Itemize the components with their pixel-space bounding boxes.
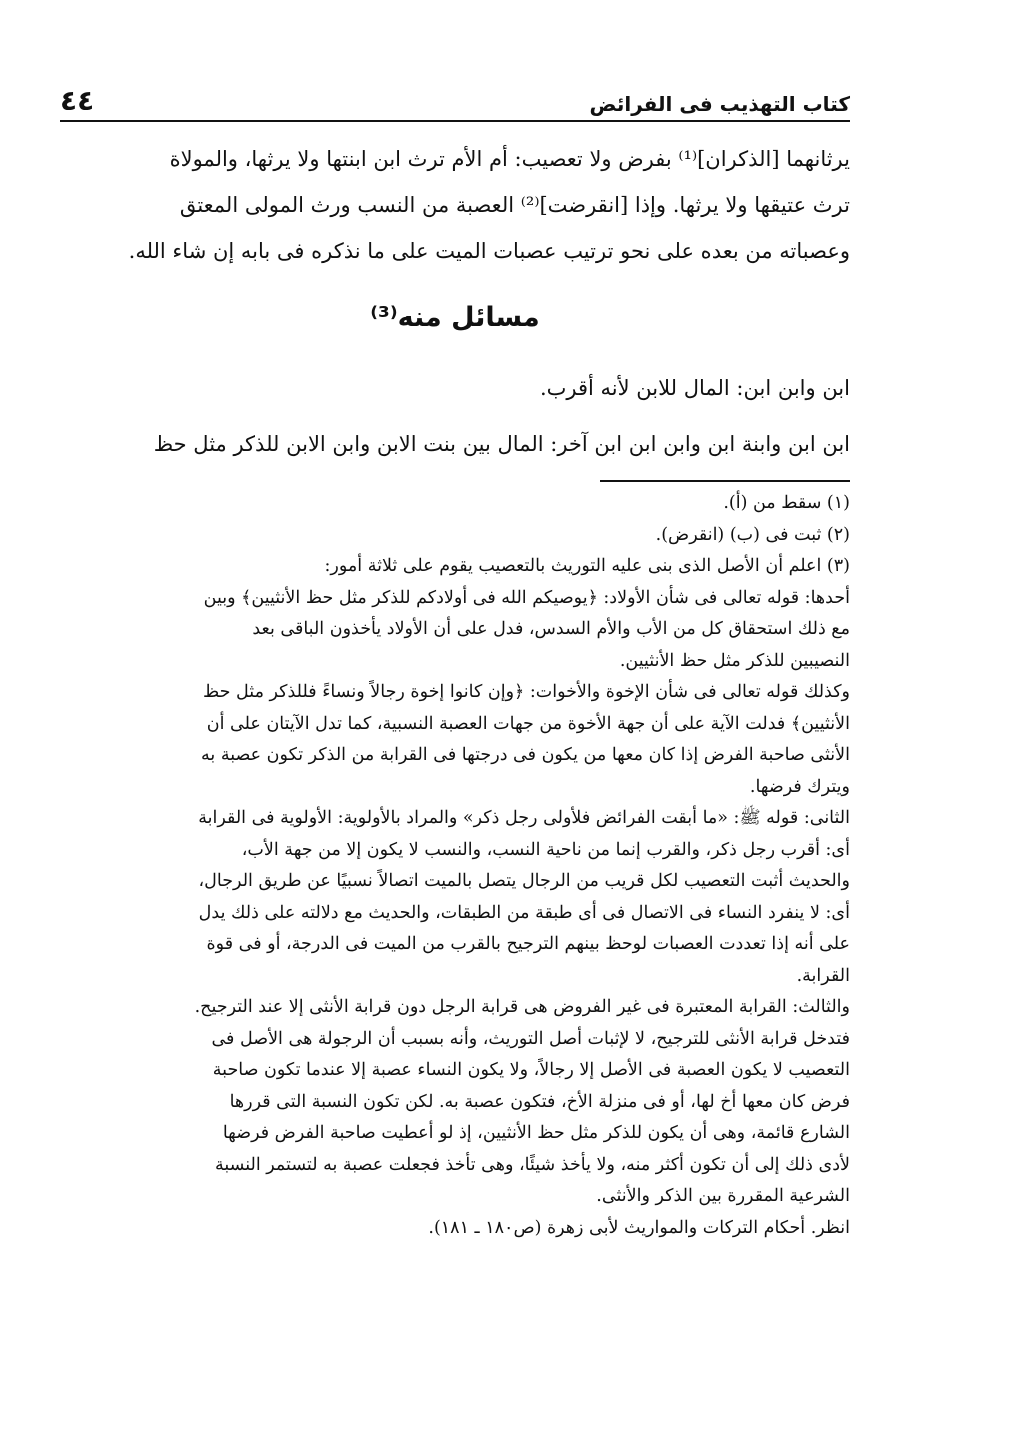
- footnote-line: وكذلك قوله تعالى فى شأن الإخوة والأخوات: ﴿وإن كانوا إخوة رجالاً ونساءً فللذكر مثل حظ: [203, 682, 850, 702]
- footnote-3-intro: (٣) اعلم أن الأصل الذى بنى عليه التوريث بالتعصيب يقوم على ثلاثة أمور:: [324, 556, 850, 576]
- footnote-line: أى: لا ينفرد النساء فى الاتصال فى أى طبقة من الطبقات، والحديث مع دلالته على ذلك يدل: [198, 902, 850, 923]
- footnote-2: (٢) ثبت فى (ب) (انقرض).: [655, 524, 850, 545]
- footnote-reference: انظر. أحكام التركات والمواريث لأبى زهرة (ص١٨٠ ـ ١٨١).: [428, 1217, 850, 1238]
- footnote-line: لأدى ذلك إلى أن تكون أكثر منه، ولا يأخذ شيئًا، وهى تأخذ فجعلت عصبة به لتستمر النسبة: [214, 1154, 850, 1175]
- main-line: وعصباته من بعده على نحو ترتيب عصبات الميت على ما نذكره فى بابه إن شاء الله.: [128, 239, 850, 263]
- footnote-line: على أنه إذا تعددت العصبات لوحظ بينهم الترجيح بالقرب من الميت فى الدرجة، أو فى قوة: [206, 934, 850, 954]
- footnote-line: الشارع قائمة، وهى أن يكون للذكر مثل حظ الأنثيين، إذ لو أعطيت صاحبة الفرض فرضها: [222, 1123, 850, 1143]
- footnote-3-first-point: [60, 583, 850, 678]
- problem-line: ابن وابن ابن: المال للابن لأنه أقرب.: [539, 376, 850, 400]
- footnote-separator: [600, 480, 850, 482]
- main-line: يرثانهما [الذكران]⁽¹⁾ بفرض ولا تعصيب: أم الأم ترث ابن ابنتها ولا يرثها، والمولاة: [169, 147, 850, 171]
- footnote-line: التعصيب لا يكون العصبة فى الأصل إلا رجالاً، ولا يكون النساء عصبة إلا عندما تكون صاحبة: [212, 1060, 850, 1080]
- footnote-3-third-point: [60, 992, 850, 1213]
- problem-line: ابن ابن وابنة ابن وابن ابن ابن آخر: المال بين بنت الابن وابن الابن للذكر مثل حظ: [153, 432, 850, 456]
- footnote-3-siblings-point: [60, 677, 850, 803]
- footnote-line: النصيبين للذكر مثل حظ الأنثيين.: [619, 650, 850, 671]
- footnote-line: أحدها: قوله تعالى فى شأن الأولاد: ﴿يوصيكم الله فى أولادكم للذكر مثل حظ الأنثيين﴾ وبين: [203, 587, 850, 608]
- footnote-line: الأنثى صاحبة الفرض إذا كان معها من يكون فى درجتها فى القرابة من الذكر تكون عصبة به: [201, 745, 850, 765]
- footnotes: [60, 488, 850, 1244]
- problems-list: [60, 360, 850, 472]
- footnote-1: (١) سقط من (أ).: [723, 493, 850, 513]
- footnote-line: والثالث: القرابة المعتبرة فى غير الفروض هى قرابة الرجل دون قرابة الأنثى إلا عند الترجيح.: [194, 997, 850, 1017]
- footnote-line: أى: أقرب رجل ذكر، والقرب إنما من ناحية النسب، والنسب لا يكون إلا من جهة الأب،: [241, 839, 850, 860]
- footnote-line: ويترك فرضها.: [749, 776, 850, 797]
- footnote-line: والحديث أثبت التعصيب لكل قريب من الرجال يتصل بالميت اتصالاً نسبيًا عن طريق الرجال،: [198, 871, 850, 891]
- footnote-line: مع ذلك استحقاق كل من الأب والأم السدس، فدل على أن الأولاد يأخذون الباقى بعد: [252, 619, 850, 639]
- page-header: [60, 80, 850, 122]
- footnote-line: فتدخل قرابة الأنثى للترجيح، لا لإثبات أصل التوريث، وأنه بسبب أن الرجولة هى الأصل فى: [211, 1028, 850, 1049]
- footnote-line: القرابة.: [796, 965, 850, 986]
- section-heading: مسائل منه⁽³⁾: [370, 302, 540, 333]
- book-page: [60, 80, 850, 1244]
- footnote-line: فرض كان معها أخ لها، أو فى منزلة الأخ، فتكون عصبة به. لكن تكون النسبة التى قررها: [229, 1091, 850, 1112]
- footnote-line: الأنثيين﴾ فدلت الآية على أن جهة الأخوة من جهات العصبة النسبية، كما تدل الآيتان على أن: [206, 713, 850, 734]
- footnote-line: الشرعية المقررة بين الذكر والأنثى.: [596, 1186, 850, 1206]
- main-paragraph: [60, 136, 850, 274]
- footnote-3-second-point: [60, 803, 850, 992]
- book-title: كتاب التهذيب فى الفرائض: [589, 92, 850, 116]
- main-line: ترث عتيقها ولا يرثها. وإذا [انقرضت]⁽²⁾ العصبة من النسب ورث المولى المعتق: [179, 193, 850, 217]
- footnote-line: الثانى: قوله ﷺ: «ما أبقت الفرائض فلأولى رجل ذكر» والمراد بالأولوية: الأولوية فى القرابة: [198, 808, 850, 828]
- page-number: ٤٤: [60, 84, 95, 117]
